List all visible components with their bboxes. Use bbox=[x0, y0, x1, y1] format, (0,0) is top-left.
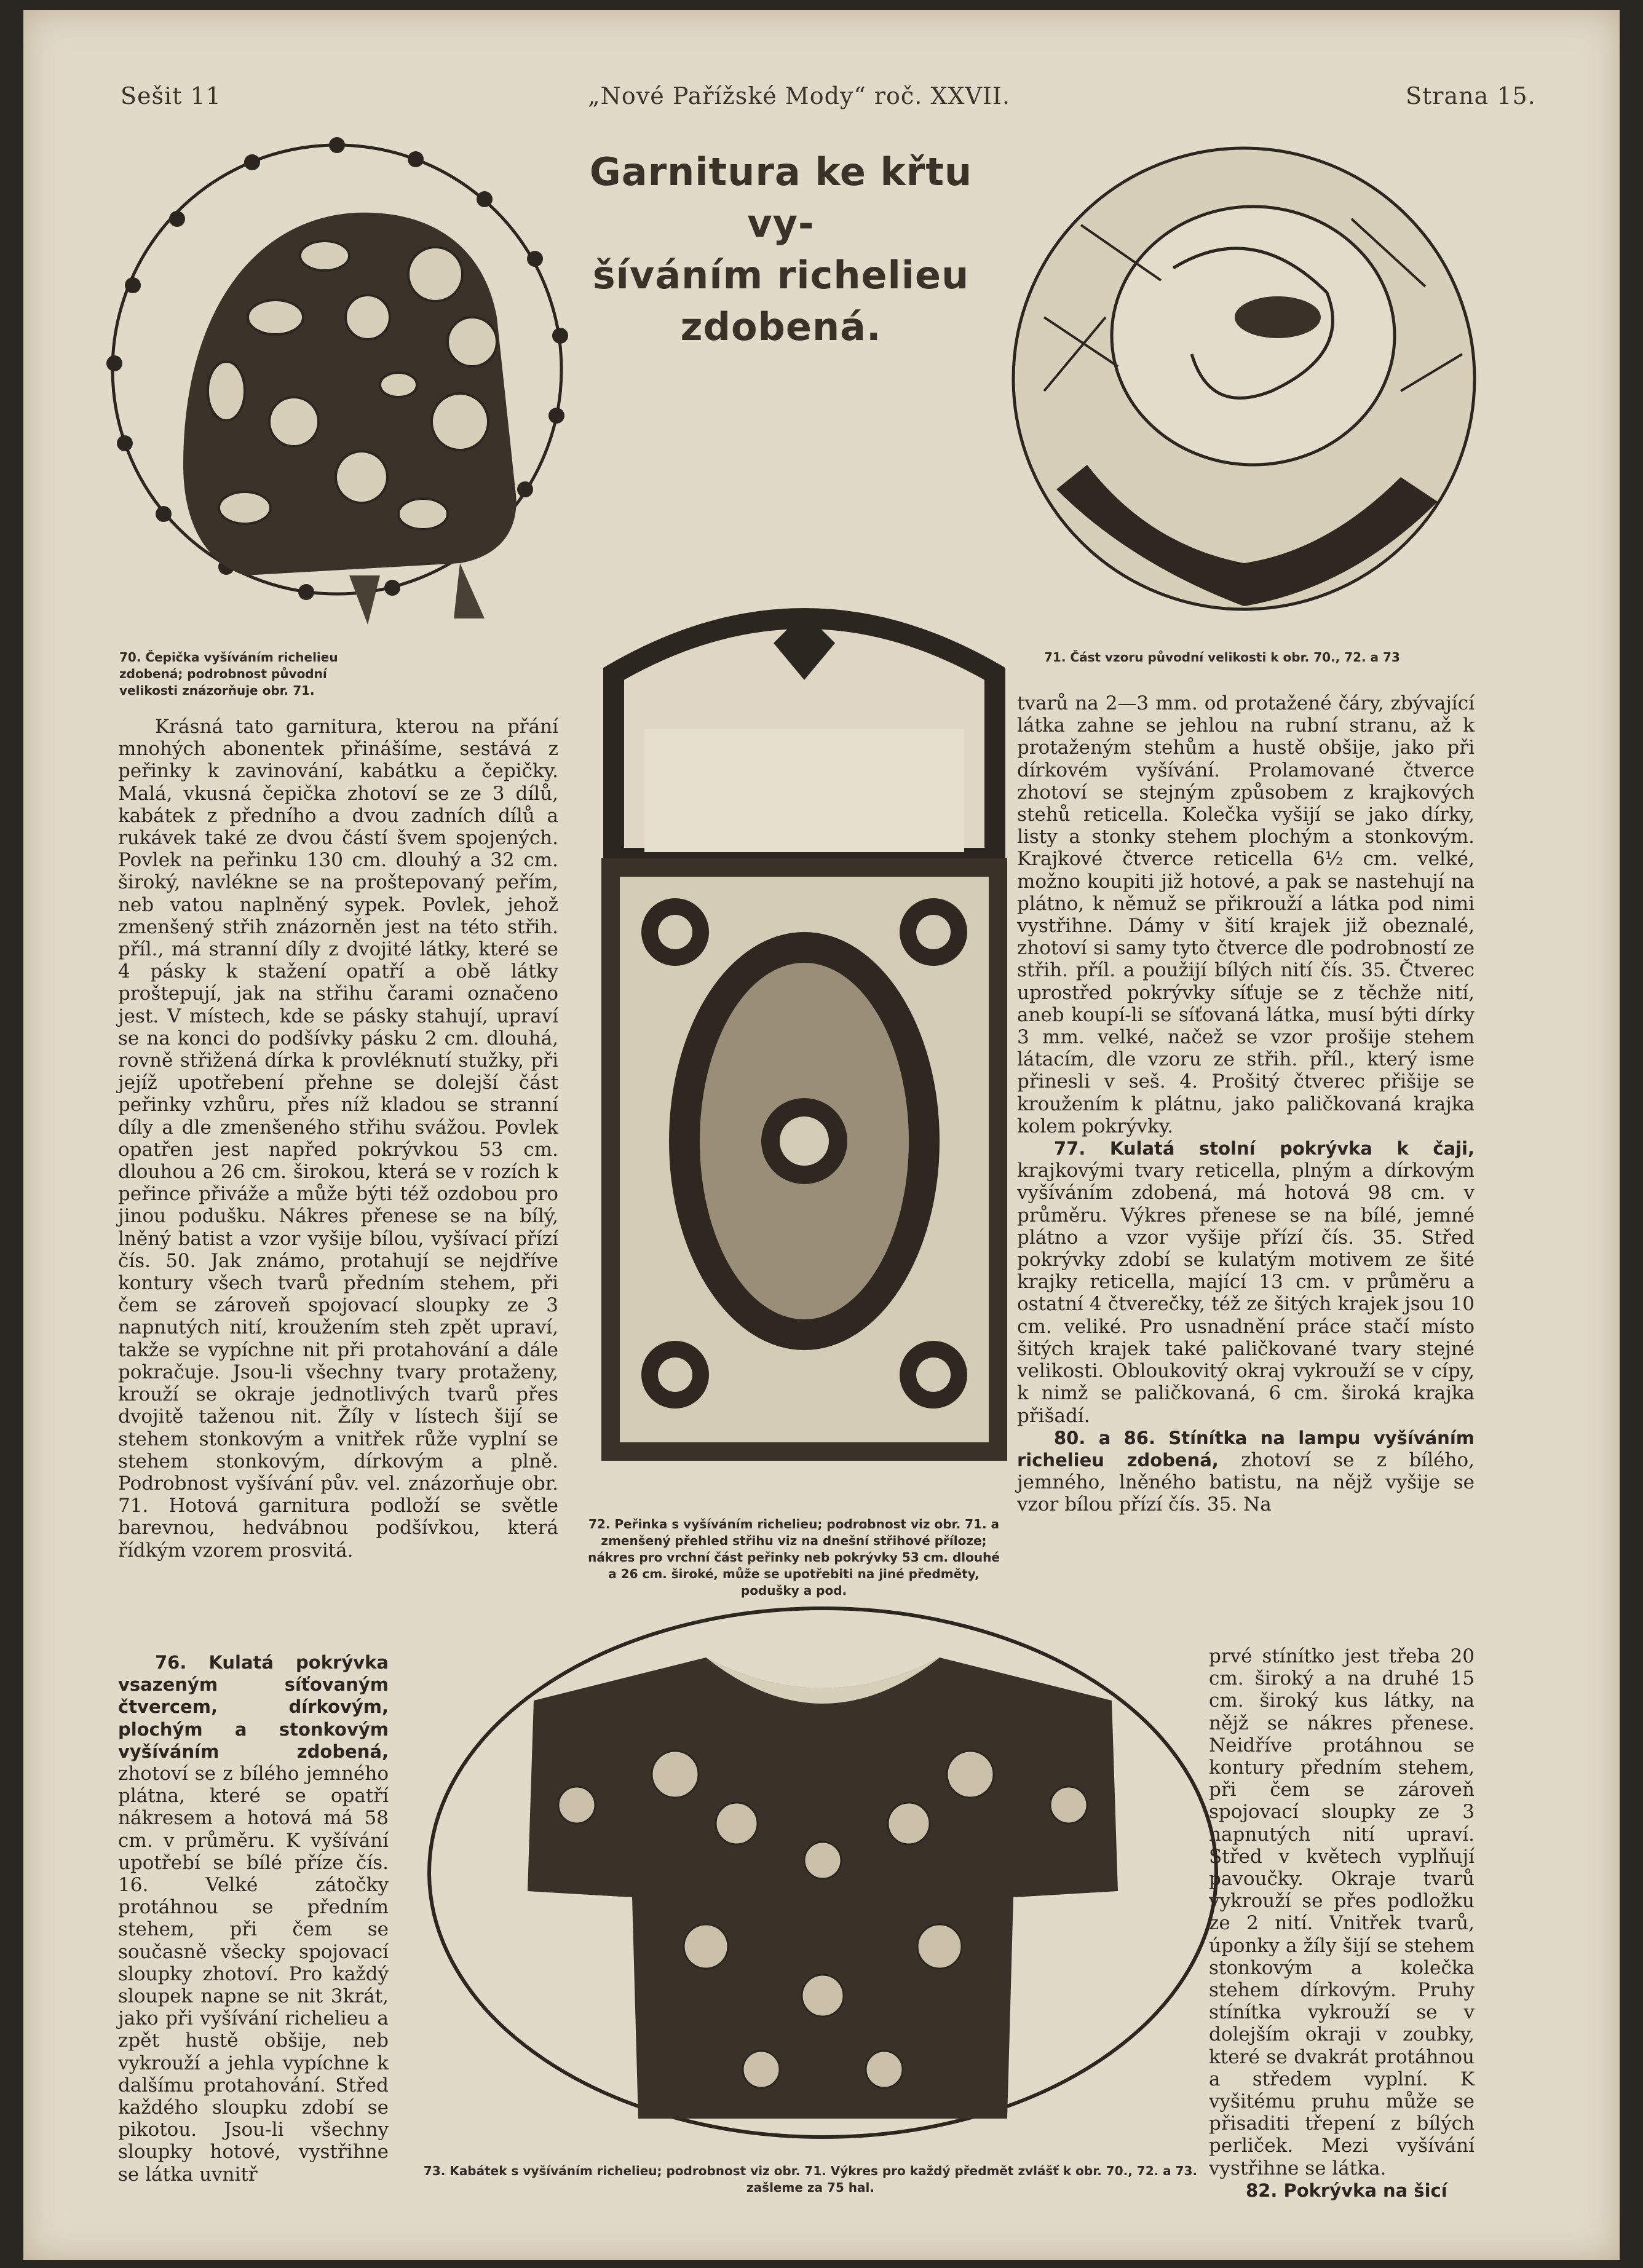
figure-72-quilt bbox=[589, 575, 1019, 1473]
caption-fig73: 73. Kabátek s vyšíváním richelieu; podrobnost viz obr. 71. Výkres pro každý předmět zvlášť k obr. 70., 72. a 73. zašleme za 75 hal. bbox=[423, 2163, 1198, 2195]
paragraph-77: krajkovými tvary reticella, plným a dírkovým vyšíváním zdobená, má hotová 98 cm. v průměru. Výkres přenese se na bílé, jemné plátno a vzor vyšije přízí čís. 35. Střed pokrývky zdobí se kulatým motivem ze šité krajky reticella, mající 13 cm. v průměru a ostatní 4 čtverečky, též ze šitých krajek jsou 10 cm. veliké. Pro usnadnění práce stačí místo šitých krajek také paličkované tvary stejné velikosti. Obloukovitý okraj vykrouží se v cípy, k nimž se paličkovaná, 6 cm. široká krajka přišadí. bbox=[1017, 1160, 1475, 1427]
caption-fig70: 70. Čepička vyšíváním richelieu zdobená; podrobnost původní velikosti znázorňuje obr. 71. bbox=[119, 650, 338, 698]
paragraph-76: zhotoví se z bílého jemného plátna, které se opatří nákresem a hotová má 58 cm. v průměru. K vyšívání upotřebí se bílé příze čís. 16. Velké zátočky protáhnou se předním stehem, při čem se současně všecky spojovací sloupky zhotoví. Pro každý sloupek napne se nit 3krát, jako při vyšívání richelieu a zpět hustě obšije, neb vykrouží a jehla vypíchne k dalšímu protahování. Střed každého sloupku zdobí se pikotou. Jsou-li všechny sloupky hotové, vystřihne se látka uvnitř bbox=[118, 1763, 389, 2186]
left-column-lower bbox=[118, 1651, 389, 2186]
paragraph-80-86-b: prvé stínítko jest třeba 20 cm. široký a na druhé 15 cm. široký kus látky, na nějž se nákres přenese. Neidříve protáhnou se kontury předním stehem, při čem se zároveň spojovací sloupky ze 3 napnutých nití upraví. Střed v květech vyplňují pavoučky. Okraje tvarů vykrouží se přes podložku ze 2 nití. Vnitřek tvarů, úponky a žíly šijí se stehem stonkovým a kolečka stehem dírkovým. Pruhy stínítka vykrouží se v dolejším okraji v zoubky, které se dvakrát protáhnou a středem vyplní. K vyšitému pruhu může se přisaditi třepení z bílých perliček. Mezi vyšívání vystřihne se látka. bbox=[1209, 1645, 1475, 2179]
paragraph-intro: Krásná tato garnitura, kterou na přání mnohých abonentek přinášíme, sestává z peřinky k zavinování, kabátku a čepičky. Malá, vkusná čepička zhotoví se ze 3 dílů, kabátek z předního a dvou zadních dílů a rukávek také ze dvou částí švem spojených. Povlek na peřinku 130 cm. dlouhý a 32 cm. široký, navlékne se na proštepovaný peřím, neb vatou naplněný sypek. Povlek, jehož zmenšený střih znázorněn jest na této střih. příl., má stranní díly z dvojité látky, které se 4 pásky k stažení opatří a obě látky proštepují, jak na střihu čarami označeno jest. V místech, kde se pásky stahují, upraví se na konci do podšívky pásku 2 cm. dlouhá, rovně střižená dírka k provléknutí stužky, při jejíž upotřebení přehne se dolejší část peřinky vzhůru, přes níž kladou se stranní díly a dle zmenšeného střihu svážou. Povlek opatřen jest napřed pokrývkou 53 cm. dlouhou a 26 cm. širokou, která se v rozích k peřince přiváže a může býti též ozdobou pro jinou podušku. Nákres přenese se na bílý, lněný batist a vzor vyšije bílou, vyšívací přízí čís. 50. Jak známo, protahují se nejdříve kontury všech tvarů předním stehem, při čem se zároveň spojovací sloupky ze 3 napnutých nití, kroužením steh zpět upraví, takže se vypíchne nit při protahování a dále pokračuje. Jsou-li všechny tvary protaženy, krouží se okraje jednotlivých tvarů přes dvojitě taženou nit. Žíly v lístech šijí se stehem stonkovým a vnitřek růže vyplní se stehem stonkovým, dírkovým a plně. Podrobnost vyšívání pův. vel. znázorňuje obr. 71. Hotová garnitura podloží se světle barevnou, hedvábnou podšívkou, která řídkým vzorem prosvitá. bbox=[118, 716, 558, 1562]
paragraph-continued: tvarů na 2—3 mm. od protažené čáry, zbývající látka zahne se jehlou na rubní stranu, až k protaženým stehům a hustě obšije, jako při dírkovém vyšívání. Prolamované čtverce zhotoví se stejným způsobem z krajkových stehů reticella. Kolečka vyšijí se jako dírky, listy a stonky stehem plochým a stonkovým. Krajkové čtverce reticella 6½ cm. velké, možno koupiti již hotové, a pak se nastehují na plátno, k němuž se přikrouží a látka pod nimi vystřihne. Dámy v šití krajek již obeznalé, zhotoví si samy tyto čtverce dle podrobností ze střih. příl. a použijí bílých nití čís. 35. Čtverec uprostřed pokrývky síťuje se z těchže nití, aneb koupí-li se síťovaná látka, musí býti dírky 3 mm. velké, načež se vzor prošije stehem látacím, dle vzoru ze střih. příl., který isme přinesli v seš. 4. Prošitý čtverec přišije se kroužením k plátnu, jako paličkovaná krajka kolem pokrývky. bbox=[1017, 692, 1475, 1137]
figure-73-jacket bbox=[417, 1602, 1229, 2155]
paragraph-80-86-a: zhotoví se z bílého, jemného, lněného batistu, na nějž vyšije se vzor bílou přízí čís. 35. Na bbox=[1017, 1448, 1475, 1516]
caption-fig71: 71. Část vzoru původní velikosti k obr. 70., 72. a 73 bbox=[1044, 650, 1400, 665]
jacket-illustration bbox=[417, 1602, 1229, 2155]
caption-fig72: 72. Peřinka s vyšíváním richelieu; podrobnost viz obr. 71. a zmenšený přehled střihu viz na dnešní střihové příloze; nákres pro vrchní část peřinky neb pokrývky 53 cm. dlouhé a 26 cm. široké, může se upotřebiti na jiné předměty, podušky a pod. bbox=[588, 1517, 1000, 1598]
heading-82: 82. Pokrývka na šicí bbox=[1246, 2179, 1447, 2201]
heading-77: 77. Kulatá stolní pokrývka k čaji, bbox=[1054, 1138, 1475, 1160]
figure-71-detail bbox=[1007, 133, 1481, 618]
magazine-page bbox=[23, 10, 1620, 2260]
heading-80-86: 80. a 86. Stínítka na lampu vyšíváním richelieu zdobená, bbox=[1017, 1427, 1475, 1471]
heading-76: 76. Kulatá pokrývka vsazeným síťovaným čtvercem, dírkovým, plochým a stonkovým vyšíváním zdobená, bbox=[118, 1652, 389, 1762]
left-column-text bbox=[118, 716, 558, 1562]
figure-70-bonnet bbox=[91, 133, 583, 625]
detail-illustration bbox=[1007, 133, 1481, 618]
header-magazine: „Nové Pařížské Mody“ roč. XXVII. bbox=[588, 82, 1011, 109]
quilt-illustration bbox=[589, 575, 1019, 1473]
right-column-text bbox=[1017, 692, 1475, 1516]
page-title: Garnitura ke křtu vy- šíváním richelieu zdobená. bbox=[589, 149, 973, 349]
bonnet-illustration bbox=[91, 133, 583, 625]
header-issue: Sešit 11 bbox=[121, 82, 221, 109]
header-page-number: Strana 15. bbox=[1406, 82, 1536, 109]
right-column-narrow bbox=[1209, 1645, 1475, 2202]
